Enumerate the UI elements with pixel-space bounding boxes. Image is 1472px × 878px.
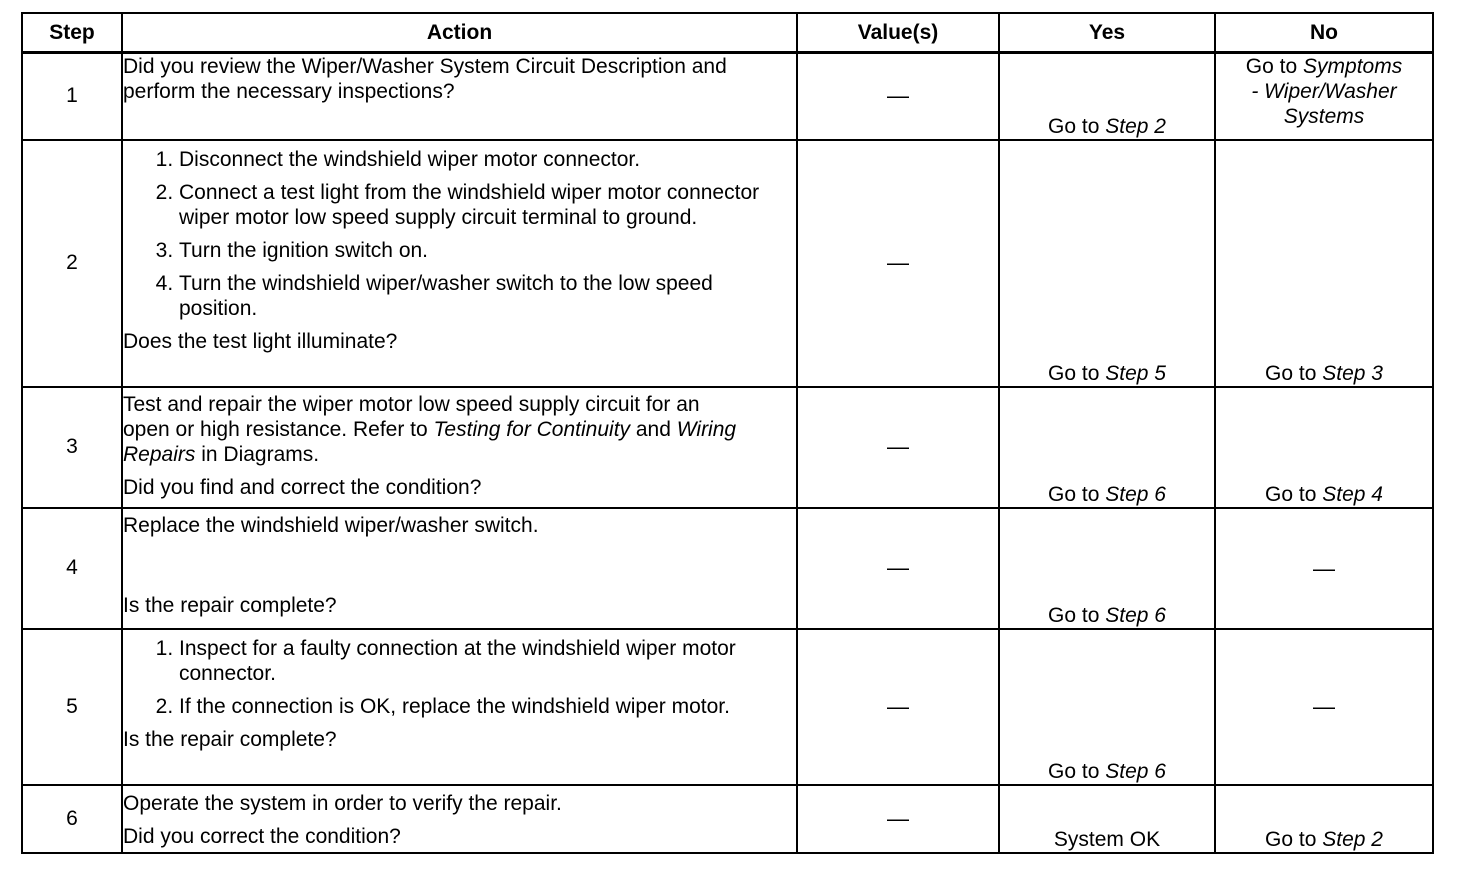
yes-cell: [999, 785, 1215, 853]
step-number: 2: [22, 140, 122, 387]
table-row-step-2: [22, 140, 1433, 387]
value-cell: —: [797, 629, 999, 785]
no-step-link[interactable]: Step 3: [1322, 361, 1383, 385]
yes-cell: [999, 508, 1215, 629]
action-cell: [122, 785, 797, 853]
header-action: Action: [122, 13, 797, 53]
table-row-step-4: [22, 508, 1433, 629]
list-item: 2. Connect a test light from the windshield wiper motor connector wiper motor low speed supply circuit terminal to ground.: [179, 180, 796, 230]
value-cell: —: [797, 140, 999, 387]
table-row-step-1: [22, 53, 1433, 140]
yes-prefix: Go to: [1048, 759, 1100, 783]
yes-text: System OK: [1053, 827, 1161, 851]
no-symptoms-link-line-2[interactable]: - Wiper/Washer: [1251, 80, 1397, 103]
no-prefix: Go to: [1265, 361, 1317, 385]
action-text: [123, 392, 796, 467]
no-prefix: Go to: [1245, 55, 1298, 78]
action-text-part: Test and repair the wiper motor low speed supply circuit for an open or high resistance. Refer to: [123, 392, 700, 441]
diagnostic-table: [21, 12, 1434, 854]
action-text: Did you review the Wiper/Washer System Circuit Description and perform the necessary inspections?: [123, 55, 727, 103]
diagrams-link[interactable]: Diagrams.: [223, 442, 320, 466]
table-row-step-6: [22, 785, 1433, 853]
yes-cell: [999, 53, 1215, 140]
list-item: 2. If the connection is OK, replace the windshield wiper motor.: [179, 694, 796, 719]
action-question: Does the test light illuminate?: [123, 329, 398, 353]
table-row-step-5: [22, 629, 1433, 785]
no-cell: —: [1215, 629, 1433, 785]
no-cell: [1215, 785, 1433, 853]
header-no: No: [1215, 13, 1433, 53]
action-text-part: in: [201, 442, 218, 466]
no-prefix: Go to: [1265, 482, 1317, 506]
yes-step-link[interactable]: Step 2: [1105, 114, 1166, 138]
action-text: Operate the system in order to verify the repair.: [123, 791, 562, 815]
yes-step-link[interactable]: Step 6: [1105, 759, 1166, 783]
step-number: 6: [22, 785, 122, 853]
step-number: 1: [22, 53, 122, 140]
wiring-repairs-link[interactable]: Wiring Repairs: [123, 417, 737, 466]
action-question: Did you correct the condition?: [123, 824, 401, 848]
header-step: Step: [22, 13, 122, 53]
action-cell: [122, 387, 797, 508]
list-item: 1. Disconnect the windshield wiper motor connector.: [179, 147, 796, 172]
header-yes: Yes: [999, 13, 1215, 53]
list-item: 1. Inspect for a faulty connection at the windshield wiper motor connector.: [179, 636, 796, 686]
header-values: Value(s): [797, 13, 999, 53]
action-cell: [122, 53, 797, 140]
yes-step-link[interactable]: Step 6: [1105, 603, 1166, 627]
step-number: 5: [22, 629, 122, 785]
step-number: 4: [22, 508, 122, 629]
no-step-link[interactable]: Step 2: [1322, 827, 1383, 851]
action-cell: [122, 629, 797, 785]
testing-for-continuity-link[interactable]: Testing for Continuity: [433, 417, 631, 441]
action-cell: [122, 508, 797, 629]
yes-prefix: Go to: [1048, 482, 1100, 506]
list-item: 3. Turn the ignition switch on.: [179, 238, 796, 263]
table-row-step-3: [22, 387, 1433, 508]
no-cell: —: [1215, 508, 1433, 629]
no-symptoms-link[interactable]: Symptoms: [1303, 55, 1403, 78]
action-list: [123, 147, 796, 321]
yes-prefix: Go to: [1048, 603, 1100, 627]
yes-step-link[interactable]: Step 6: [1105, 482, 1166, 506]
yes-step-link[interactable]: Step 5: [1105, 361, 1166, 385]
action-list: [123, 636, 796, 719]
action-cell: [122, 140, 797, 387]
list-item: 4. Turn the windshield wiper/washer switch to the low speed position.: [179, 271, 796, 321]
action-text: Replace the windshield wiper/washer switch.: [123, 513, 539, 537]
value-cell: —: [797, 785, 999, 853]
no-prefix: Go to: [1265, 827, 1317, 851]
yes-cell: [999, 140, 1215, 387]
yes-prefix: Go to: [1048, 361, 1100, 385]
yes-prefix: Go to: [1048, 114, 1100, 138]
value-cell: —: [797, 508, 999, 629]
value-cell: —: [797, 387, 999, 508]
step-number: 3: [22, 387, 122, 508]
action-question: Is the repair complete?: [123, 727, 337, 751]
no-cell: [1215, 53, 1433, 140]
action-text-part: and: [635, 417, 671, 441]
action-question: Is the repair complete?: [123, 593, 337, 617]
no-cell: [1215, 140, 1433, 387]
yes-cell: [999, 629, 1215, 785]
no-symptoms-link-line-3[interactable]: Systems: [1283, 105, 1365, 128]
value-cell: —: [797, 53, 999, 140]
action-question: Did you find and correct the condition?: [123, 475, 482, 499]
header-row: [22, 13, 1433, 53]
no-step-link[interactable]: Step 4: [1322, 482, 1383, 506]
no-cell: [1215, 387, 1433, 508]
yes-cell: [999, 387, 1215, 508]
